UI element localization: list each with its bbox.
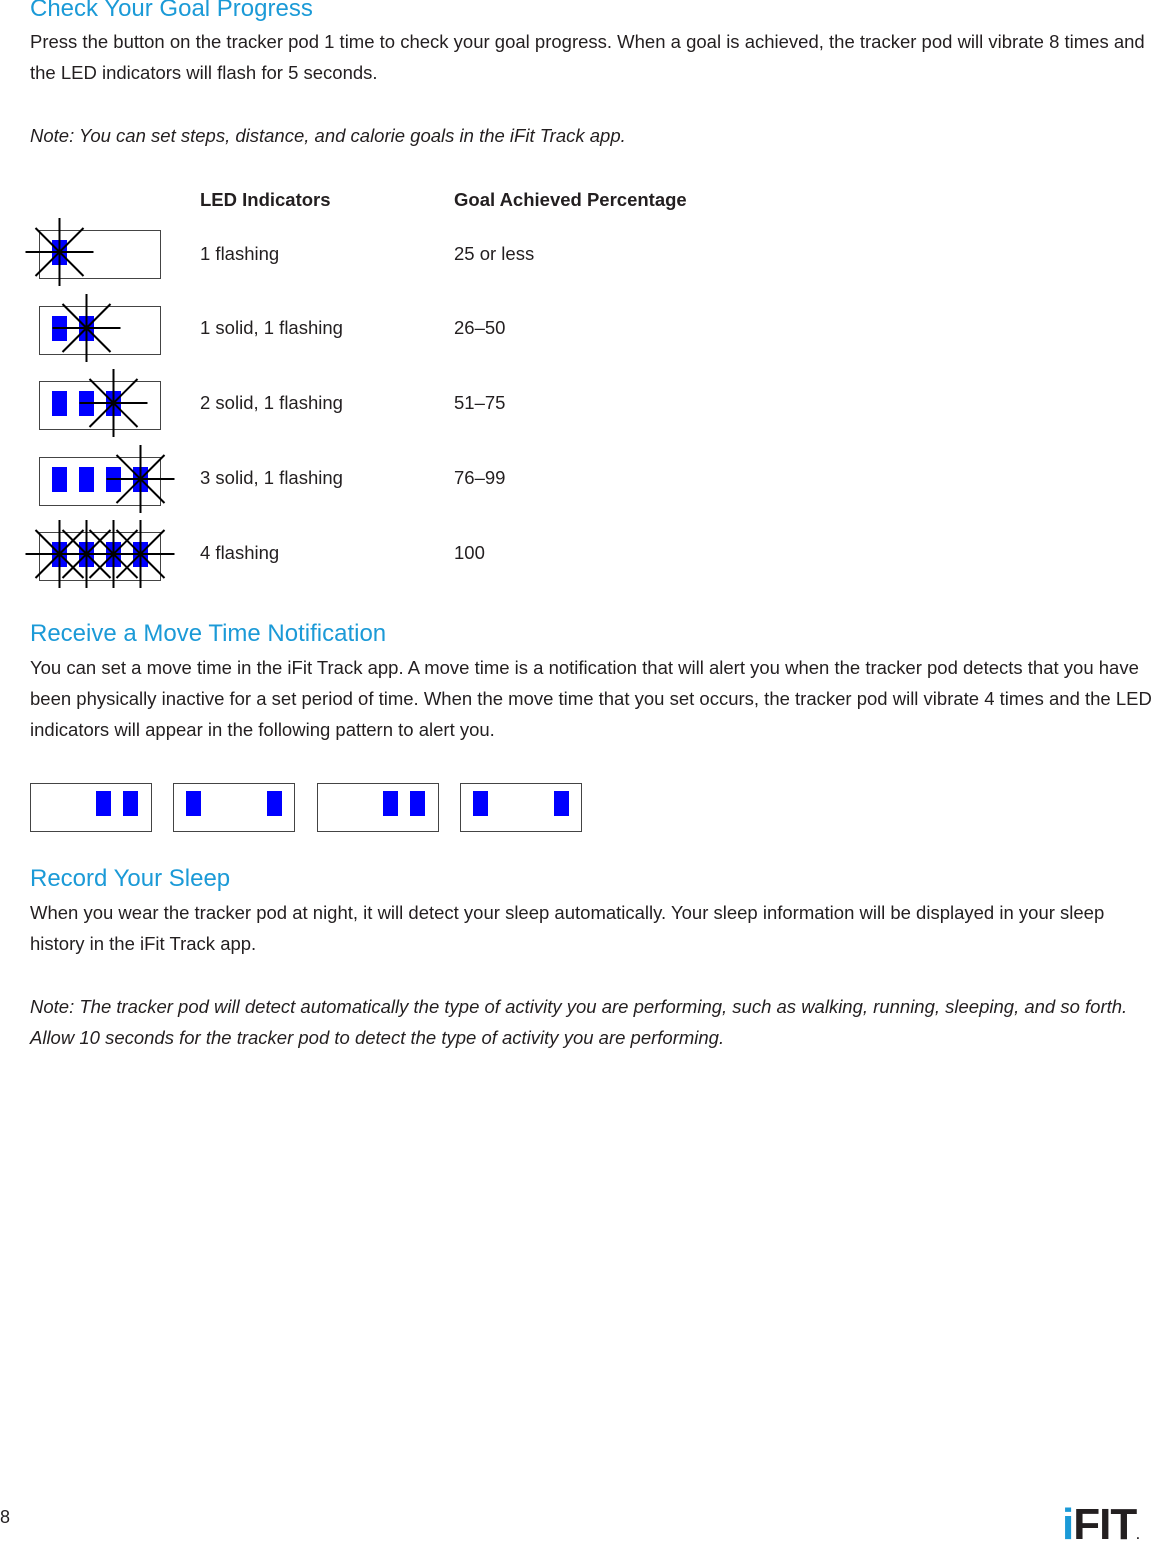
led-solid bbox=[186, 791, 201, 816]
sleep-body: When you wear the tracker pod at night, it will detect your sleep automatically. Your sleep information will be displayed in your sleep history in the iFit Track app. bbox=[30, 902, 1105, 954]
row-pct: 76–99 bbox=[454, 467, 506, 488]
row-pct: 26–50 bbox=[454, 317, 506, 338]
goal-note: Note: You can set steps, distance, and calorie goals in the iFit Track app. bbox=[30, 125, 626, 146]
section-heading-sleep: Record Your Sleep bbox=[30, 865, 231, 892]
col-header-pct: Goal Achieved Percentage bbox=[454, 189, 687, 210]
led-solid bbox=[96, 791, 111, 816]
row-led: 4 flashing bbox=[200, 542, 280, 563]
sleep-note: Note: The tracker pod will detect automatically the type of activity you are performing, such as walking, running, sleeping, and so forth. Allow 10 seconds for the tracker pod to detect the type of activity you are performing. bbox=[30, 996, 1128, 1048]
row-led: 1 solid, 1 flashing bbox=[200, 317, 343, 338]
section-heading-goal: Check Your Goal Progress bbox=[30, 0, 313, 22]
led-solid bbox=[554, 791, 569, 816]
led-solid bbox=[52, 391, 67, 416]
row-pct: 51–75 bbox=[454, 392, 506, 413]
row-pct: 100 bbox=[454, 542, 485, 563]
page-number: 8 bbox=[0, 1507, 11, 1527]
led-solid bbox=[52, 467, 67, 492]
row-led: 1 flashing bbox=[200, 243, 280, 264]
led-solid bbox=[79, 467, 94, 492]
row-led: 3 solid, 1 flashing bbox=[200, 467, 343, 488]
ifit-logo: iFIT. bbox=[1062, 1500, 1139, 1548]
led-solid bbox=[383, 791, 398, 816]
move-body: You can set a move time in the iFit Track app. A move time is a notification that will alert you when the tracker pod detects that you have been physically inactive for a set period of time. When the move time that you set occurs, the tracker pod will vibrate 4 times and the LED indicators will appear in the following pattern to alert you. bbox=[30, 657, 1152, 740]
led-solid bbox=[410, 791, 425, 816]
section-heading-move: Receive a Move Time Notification bbox=[30, 620, 387, 647]
led-solid bbox=[123, 791, 138, 816]
col-header-led: LED Indicators bbox=[200, 189, 331, 210]
row-led: 2 solid, 1 flashing bbox=[200, 392, 343, 413]
goal-body: Press the button on the tracker pod 1 time to check your goal progress. When a goal is achieved, the tracker pod will vibrate 8 times and the LED indicators will flash for 5 seconds. bbox=[30, 31, 1145, 83]
led-solid bbox=[473, 791, 488, 816]
led-solid bbox=[267, 791, 282, 816]
row-pct: 25 or less bbox=[454, 243, 535, 264]
